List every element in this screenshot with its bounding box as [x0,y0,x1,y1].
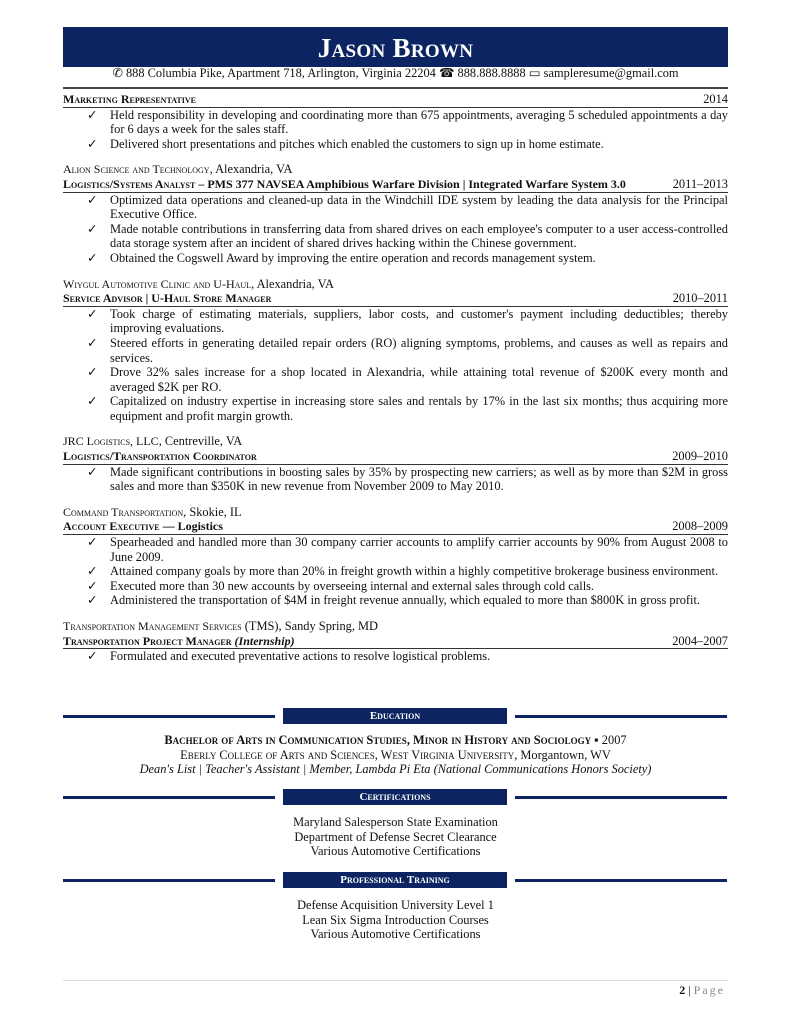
bullet-item [63,593,728,608]
address: 888 Columbia Pike, Apartment 718, Arlington, Virginia 22204 [125,66,436,80]
bullet-text: Obtained the Cogswell Award by improving the entire operation and records management system. [110,250,596,265]
section-title: Certifications [283,789,507,805]
check-icon: ✓ [87,365,98,380]
check-icon: ✓ [87,136,98,151]
bullet-item [63,579,728,594]
section-title: Education [283,708,507,724]
check-icon: ✓ [87,394,98,409]
job-entry [63,505,728,608]
job-title [63,449,257,464]
training-list [63,898,728,942]
bullet-text: Held responsibility in developing and coordinating more than 675 appointments, averaging 5 scheduled appointments a day for 6 days a week for the sales staff. [110,107,728,137]
company-location: , Alexandria, VA [251,276,334,291]
company-location: (TMS), Sandy Spring, MD [241,619,379,633]
job-title [63,291,271,306]
company-location: , Centreville, VA [158,434,243,449]
email-link[interactable]: sampleresume@gmail.com [543,66,679,80]
honors: Dean's List | Teacher's Assistant | Member, Lambda Pi Eta (National Communications Honors Society) [139,762,652,777]
check-icon: ✓ [87,107,98,122]
bullet-text: Attained company goals by more than 20% in freight growth within a highly competitive brokerage business environment. [110,564,719,579]
training-item: Lean Six Sigma Introduction Courses [302,912,489,927]
divider [63,879,275,882]
bullet-item [63,465,728,494]
certifications-section-header [63,789,728,805]
bullet-item [63,336,728,365]
company-name: Transportation Management Services [63,619,242,633]
phone: 888.888.8888 [457,66,526,80]
company-line [63,505,728,520]
bullet-text: Optimized data operations and cleaned-up data in the Windchill IDE system by leading the data analysis for the Principal Executive Office. [110,192,728,222]
check-icon: ✓ [87,535,98,550]
job-title-row [63,449,728,465]
school-location: , Morgantown, WV [514,747,611,762]
certification-item: Department of Defense Secret Clearance [294,829,497,844]
job-title-detail: — Logistics [159,519,223,534]
bullet-text: Took charge of estimating materials, suppliers, labor costs, and customer's payment including deductibles; thereby improving evaluations. [110,306,728,336]
training-item: Various Automotive Certifications [310,927,481,942]
page-label: Page [693,983,725,997]
job-years: 2010–2011 [672,291,728,306]
check-icon: ✓ [87,250,98,265]
bullet-text: Executed more than 30 new accounts by overseeing internal and external sales through cold calls. [110,578,595,593]
bullet-square: ▪ [594,733,599,747]
job-title-note: (Internship) [234,633,295,648]
job-years: 2008–2009 [672,519,728,534]
job-title-main: Transportation Project Manager [63,633,232,648]
job-title-row [63,519,728,535]
job-title [63,177,626,192]
divider [63,796,275,799]
bullet-item [63,193,728,222]
job-title-row [63,291,728,307]
bullet-text: Steered efforts in generating detailed repair orders (RO) aligning symptoms, problems, and causes as well as repairs and services. [110,335,728,365]
bullet-item [63,394,728,423]
school: Eberly College of Arts and Sciences, West Virginia University [180,747,515,762]
page-number: 2 [679,983,686,997]
check-icon: ✓ [87,221,98,236]
footer-divider [63,980,728,981]
bullet-item [63,365,728,394]
job-entry [63,162,728,265]
education-section-header [63,708,728,724]
bullet-item [63,649,728,664]
job-title-row [63,92,728,108]
job-title-main: Logistics/Systems Analyst [63,176,196,191]
bullet-text: Capitalized on industry expertise in increasing store sales and rentals by 17% in the last six months; thus acquiring more equipment and profit margin growth. [110,394,728,423]
job-title [63,519,223,534]
check-icon: ✓ [87,192,98,207]
experience-list [63,92,728,675]
company-name: JRC Logistics, LLC [63,434,159,449]
company-location: , Skokie, IL [183,504,242,519]
bullet-item [63,108,728,137]
company-line [63,434,728,449]
job-title-main: Marketing Representative [63,92,196,106]
bullet-list [63,108,728,152]
home-icon: ✆ [112,66,123,80]
job-years: 2014 [703,92,728,106]
degree-year: 2007 [601,733,627,747]
company-name: Command Transportation [63,504,184,519]
bullet-list [63,465,728,494]
job-entry [63,434,728,493]
bullet-text: Spearheaded and handled more than 30 company carrier accounts to amplify carrier accounts by 90% from August 2008 to June 2009. [110,535,728,564]
bullet-text: Delivered short presentations and pitches which enabled the customers to sign up in home estimate. [110,136,604,151]
job-title-detail: – PMS 377 NAVSEA Amphibious Warfare Division | Integrated Warfare System 3.0 [195,176,626,191]
job-years: 2011–2013 [672,176,728,191]
divider [515,715,727,718]
job-entry [63,92,728,151]
company-line [63,277,728,292]
check-icon: ✓ [87,578,98,593]
check-icon: ✓ [87,306,98,321]
job-title-main: Account Executive [63,519,160,534]
divider [515,796,727,799]
computer-icon: ▭ [528,66,541,80]
training-section-header [63,872,728,888]
section-title: Professional Training [283,872,507,888]
job-title [63,92,196,107]
degree: Bachelor of Arts in Communication Studies, Minor in History and Sociology [164,733,592,747]
company-name: Alion Science and Technology [63,162,210,177]
company-line [63,162,728,177]
certifications-list [63,815,728,859]
check-icon: ✓ [87,649,98,664]
company-location: , Alexandria, VA [209,162,293,177]
training-item: Defense Acquisition University Level 1 [297,898,494,912]
job-title-row [63,177,728,193]
bullet-list [63,649,728,664]
bullet-item [63,137,728,152]
bullet-text: Administered the transportation of $4M in freight revenue annually, which equaled to more than $800K in gross profit. [110,593,701,608]
page-footer: 2 | Page [679,983,725,997]
bullet-item [63,535,728,564]
bullet-text: Drove 32% sales increase for a shop located in Alexandria, while attaining total revenue of $200K every month and averaged $2K per RO. [110,365,728,394]
company-line [63,619,728,634]
name-banner: Jason Brown [63,27,728,67]
certification-item: Maryland Salesperson State Examination [293,815,498,829]
bullet-item [63,564,728,579]
check-icon: ✓ [87,464,98,479]
certification-item: Various Automotive Certifications [310,844,481,859]
phone-icon: ☎ [438,66,455,80]
bullet-text: Made notable contributions in transferring data from shared drives on each employee's computer to a user access-controlled data storage system after an incident of shared drives hacking within the Chinese government. [110,221,728,251]
header-divider [63,87,728,89]
bullet-text: Formulated and executed preventative actions to resolve logistical problems. [110,649,491,664]
bullet-list [63,535,728,608]
check-icon: ✓ [87,564,98,579]
check-icon: ✓ [87,335,98,350]
bullet-text: Made significant contributions in boosting sales by 35% by prospecting new carriers; as well as by more than $2M in gross sales and more than $350K in new revenue from November 2009 to May 2010. [110,464,728,494]
bullet-list [63,307,728,424]
divider [63,715,275,718]
check-icon: ✓ [87,593,98,608]
job-years: 2009–2010 [672,449,728,464]
bullet-item [63,222,728,251]
divider [515,879,727,882]
job-title-main: Service Advisor | U-Haul Store Manager [63,291,272,306]
job-title-row [63,634,728,650]
job-entry [63,277,728,424]
contact-line [63,66,728,81]
bullet-item [63,251,728,266]
bullet-item [63,307,728,336]
job-entry [63,619,728,664]
job-title-main: Logistics/Transportation Coordinator [63,449,257,464]
bullet-list [63,193,728,266]
education-entry [63,733,728,777]
job-title [63,634,295,649]
company-name: Wiygul Automotive Clinic and U-Haul [63,276,252,291]
job-years: 2004–2007 [672,633,728,648]
